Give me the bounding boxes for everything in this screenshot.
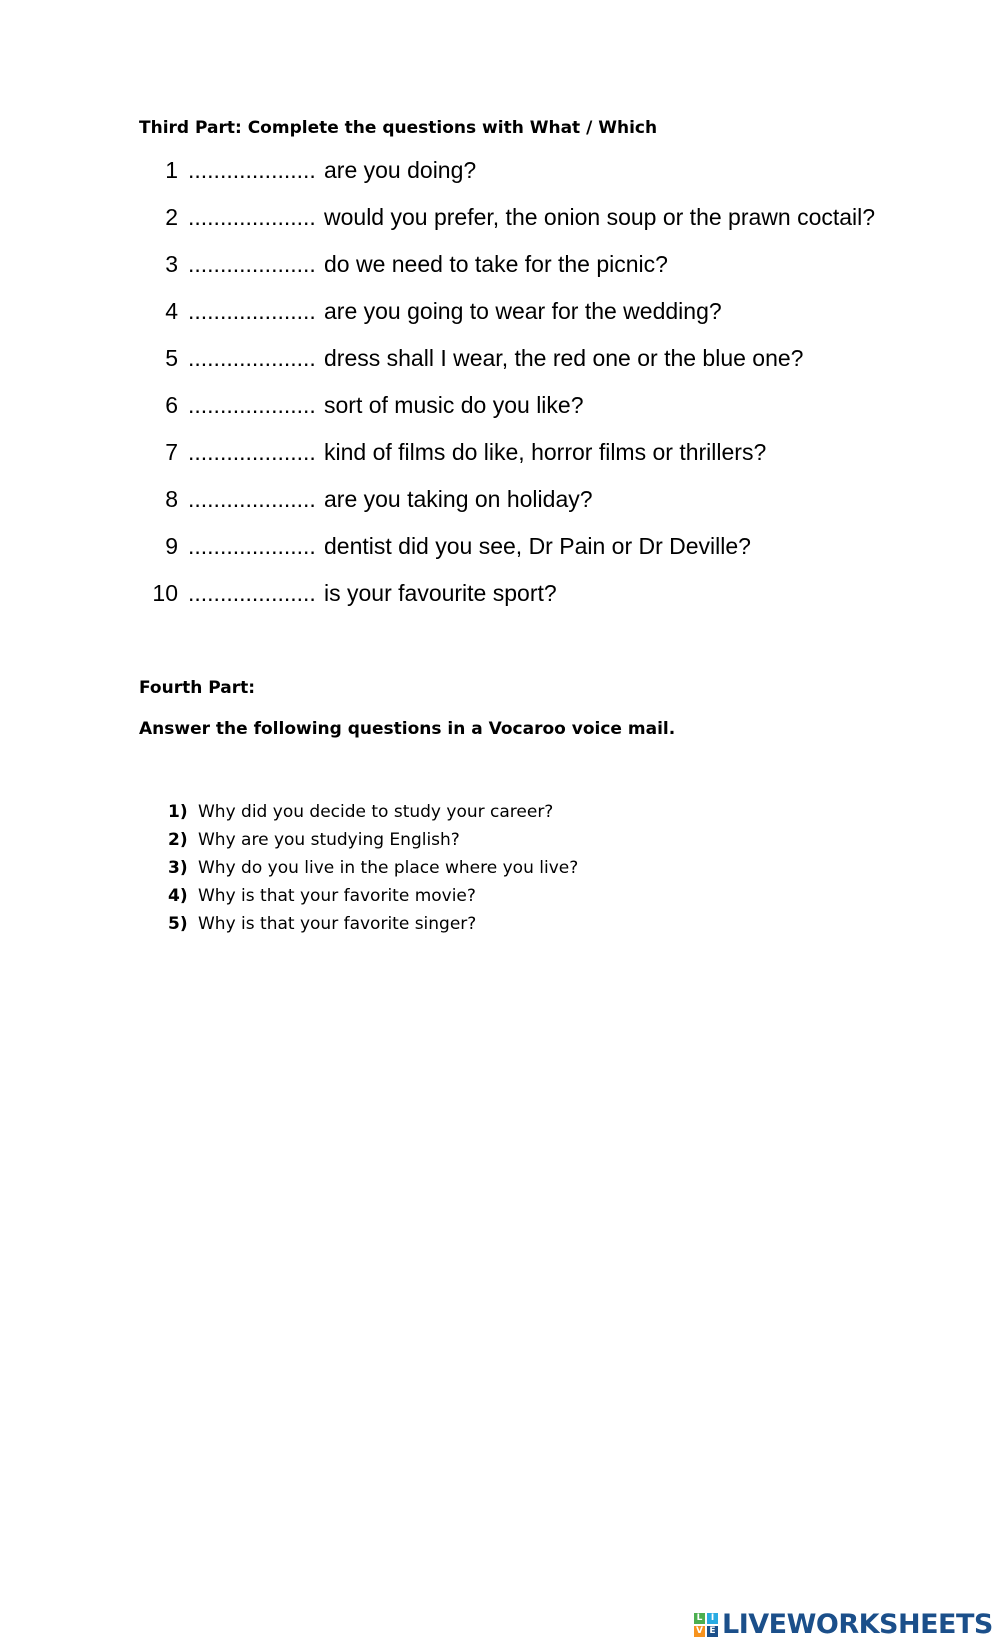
liveworksheets-logo-icon xyxy=(694,1613,718,1637)
question-text: do we need to take for the picnic? xyxy=(324,251,668,277)
answer-blank[interactable]: .................... xyxy=(188,345,316,371)
voice-question-text: Why do you live in the place where you live? xyxy=(198,858,579,878)
logo-tile: E xyxy=(707,1626,718,1637)
voice-question-text: Why did you decide to study your career? xyxy=(198,802,554,822)
logo-tile: V xyxy=(694,1626,705,1637)
answer-blank[interactable]: .................... xyxy=(188,251,316,277)
logo-tile: L xyxy=(694,1613,705,1624)
third-part-heading: Third Part: Complete the questions with What / Which xyxy=(139,118,658,138)
fourth-part-heading: Fourth Part: xyxy=(139,678,256,698)
question-text: would you prefer, the onion soup or the prawn coctail? xyxy=(324,204,876,230)
voice-question-text: Why are you studying English? xyxy=(198,830,460,850)
question-number: 2 xyxy=(165,204,178,230)
question-text: sort of music do you like? xyxy=(324,392,584,418)
liveworksheets-wordmark: LIVEWORKSHEETS xyxy=(722,1609,993,1640)
question-number: 6 xyxy=(165,392,178,418)
fourth-part-instruction: Answer the following questions in a Vocaroo voice mail. xyxy=(139,719,676,739)
answer-blank[interactable]: .................... xyxy=(188,157,316,183)
question-text: is your favourite sport? xyxy=(324,580,557,606)
liveworksheets-watermark xyxy=(694,1610,993,1640)
voice-question-number: 1) xyxy=(168,802,188,822)
question-number: 8 xyxy=(165,486,178,512)
question-number: 4 xyxy=(165,298,178,324)
answer-blank[interactable]: .................... xyxy=(188,298,316,324)
question-text: are you going to wear for the wedding? xyxy=(324,298,722,324)
question-text: dress shall I wear, the red one or the blue one? xyxy=(324,345,804,371)
question-text: are you taking on holiday? xyxy=(324,486,593,512)
question-number: 9 xyxy=(165,533,178,559)
question-number: 3 xyxy=(165,251,178,277)
answer-blank[interactable]: .................... xyxy=(188,580,316,606)
answer-blank[interactable]: .................... xyxy=(188,439,316,465)
answer-blank[interactable]: .................... xyxy=(188,204,316,230)
question-text: are you doing? xyxy=(324,157,477,183)
voice-question-text: Why is that your favorite movie? xyxy=(198,886,476,906)
voice-question-text: Why is that your favorite singer? xyxy=(198,914,477,934)
voice-question-number: 2) xyxy=(168,830,188,850)
question-number: 10 xyxy=(152,580,178,606)
answer-blank[interactable]: .................... xyxy=(188,533,316,559)
logo-tile: I xyxy=(707,1613,718,1624)
voice-question-number: 4) xyxy=(168,886,188,906)
voice-question-number: 3) xyxy=(168,858,188,878)
question-number: 1 xyxy=(165,157,178,183)
answer-blank[interactable]: .................... xyxy=(188,486,316,512)
question-number: 5 xyxy=(165,345,178,371)
voice-question-number: 5) xyxy=(168,914,188,934)
question-number: 7 xyxy=(165,439,178,465)
answer-blank[interactable]: .................... xyxy=(188,392,316,418)
question-text: kind of films do like, horror films or thrillers? xyxy=(324,439,767,465)
question-text: dentist did you see, Dr Pain or Dr Deville? xyxy=(324,533,751,559)
